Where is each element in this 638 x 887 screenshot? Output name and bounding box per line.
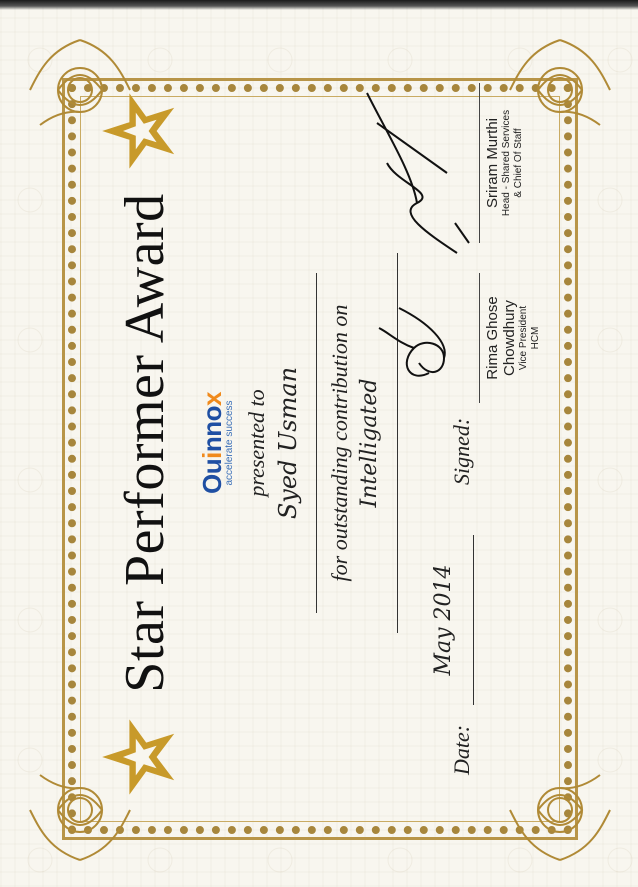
- recipient-name: Syed Usman: [274, 273, 317, 613]
- signature-line-2: [479, 83, 480, 243]
- contribution-label: for outstanding contribution on: [327, 304, 352, 582]
- signatory-1: [484, 268, 542, 408]
- date-label: Date:: [449, 724, 474, 775]
- signatory-role: HCM: [530, 326, 541, 350]
- signatory-name: Sriram Murthi: [484, 118, 501, 209]
- signatory-2: [484, 83, 525, 243]
- signatory-role: & Chief Of Staff: [513, 128, 524, 198]
- date-value: May 2014: [431, 535, 474, 705]
- signature-2: [357, 83, 477, 263]
- logo-text-part: i: [197, 452, 227, 459]
- signature-line-1: [479, 273, 480, 403]
- logo-tagline: accelerate success: [224, 400, 235, 486]
- signed-label: Signed:: [449, 417, 474, 485]
- signatory-name: Rima Ghose Chowdhury: [484, 296, 518, 380]
- award-title: Star Performer Award: [114, 193, 176, 693]
- certificate-content: [79, 83, 559, 803]
- logo-text-x: x: [197, 392, 227, 406]
- presented-to-label: presented to: [244, 389, 269, 497]
- signature-1: [369, 293, 479, 403]
- signatory-role: Vice President: [518, 305, 529, 371]
- company-logo: [197, 283, 235, 603]
- logo-text-part: Ou: [197, 458, 227, 494]
- signatory-role: Head - Shared Services: [501, 109, 512, 217]
- logo-text-part: nno: [197, 405, 227, 453]
- project-name: Intelligated: [357, 253, 398, 633]
